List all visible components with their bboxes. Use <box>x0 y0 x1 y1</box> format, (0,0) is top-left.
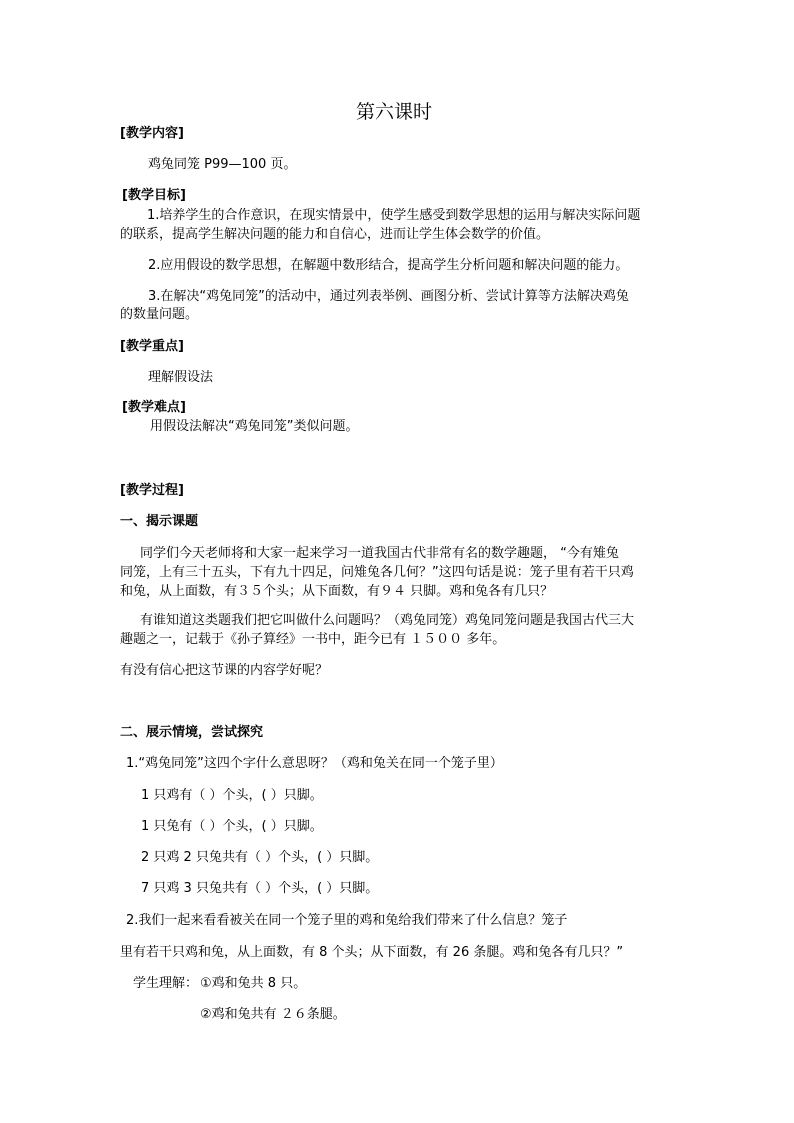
understanding-item-1: ①鸡和兔共 8 只。 <box>200 976 307 991</box>
key-point-text: 理解假设法 <box>148 370 214 385</box>
understanding-item-2: ②鸡和兔共有 ２６条腿。 <box>200 1007 346 1022</box>
teaching-content-text: 鸡兔同笼 P99—100 页。 <box>148 157 297 172</box>
blank-line-1: 1 只鸡有（ ）个头，( ）只脚。 <box>141 788 323 803</box>
understanding-label: 学生理解： <box>133 976 199 991</box>
blank-line-4: 7 只鸡 3 只兔共有（ ）个头，( ）只脚。 <box>141 881 379 896</box>
part1-para1-line1: 同学们今天老师将和大家一起来学习一道我国古代非常有名的数学趣题， “今有雉兔 <box>140 546 619 561</box>
part1-para2-line1: 有谁知道这类题我们把它叫做什么问题吗？（鸡兔同笼）鸡兔同笼问题是我国古代三大 <box>140 613 635 628</box>
part1-heading: 一、揭示课题 <box>120 514 199 529</box>
blank-line-2: 1 只兔有（ ）个头，( ）只脚。 <box>141 819 323 834</box>
part2-question-1: 1.“鸡兔同笼”这四个字什么意思呀？（鸡和兔关在同一个笼子里） <box>126 756 503 771</box>
teaching-content-heading: [教学内容] <box>120 126 184 141</box>
goal-line-3: 2.应用假设的数学思想，在解题中数形结合，提高学生分析问题和解决问题的能力。 <box>148 258 629 273</box>
process-heading: [教学过程] <box>120 483 184 498</box>
part1-para1-line3: 和兔，从上面数，有３５个头；从下面数，有９４ 只脚。鸡和兔各有几只？ <box>120 584 554 599</box>
part2-heading: 二、展示情境，尝试探究 <box>120 725 264 740</box>
difficulty-text: 用假设法解决“鸡兔同笼”类似问题。 <box>150 419 359 434</box>
key-point-heading: [教学重点] <box>120 339 184 354</box>
difficulty-heading: [教学难点] <box>122 400 186 415</box>
goal-line-2: 的联系，提高学生解决问题的能力和自信心，进而让学生体会数学的价值。 <box>120 227 550 242</box>
part1-para1-line2: 同笼，上有三十五头，下有九十四足，问雉兔各几何？”这四句话是说：笼子里有若干只鸡 <box>120 565 634 580</box>
goal-line-1: 1.培养学生的合作意识，在现实情景中，使学生感受到数学思想的运用与解决实际问题 <box>147 208 641 223</box>
page-title: 第六课时 <box>356 101 433 123</box>
part2-question-2-line2: 里有若干只鸡和兔，从上面数，有 8 个头；从下面数，有 26 条腿。鸡和兔各有几只？” <box>120 945 624 960</box>
teaching-goals-heading: [教学目标] <box>122 188 186 203</box>
part1-para3: 有没有信心把这节课的内容学好呢？ <box>120 663 329 678</box>
goal-line-4: 3.在解决“鸡兔同笼”的活动中，通过列表举例、画图分析、尝试计算等方法解决鸡兔 <box>148 289 629 304</box>
goal-line-5: 的数量问题。 <box>120 307 199 322</box>
part2-question-2-line1: 2.我们一起来看看被关在同一个笼子里的鸡和兔给我们带来了什么信息？笼子 <box>126 913 568 928</box>
blank-line-3: 2 只鸡 2 只兔共有（ ）个头，( ）只脚。 <box>141 850 379 865</box>
part1-para2-line2: 趣题之一，记载于《孙子算经》一书中，距今已有 １５００ 多年。 <box>120 632 506 647</box>
